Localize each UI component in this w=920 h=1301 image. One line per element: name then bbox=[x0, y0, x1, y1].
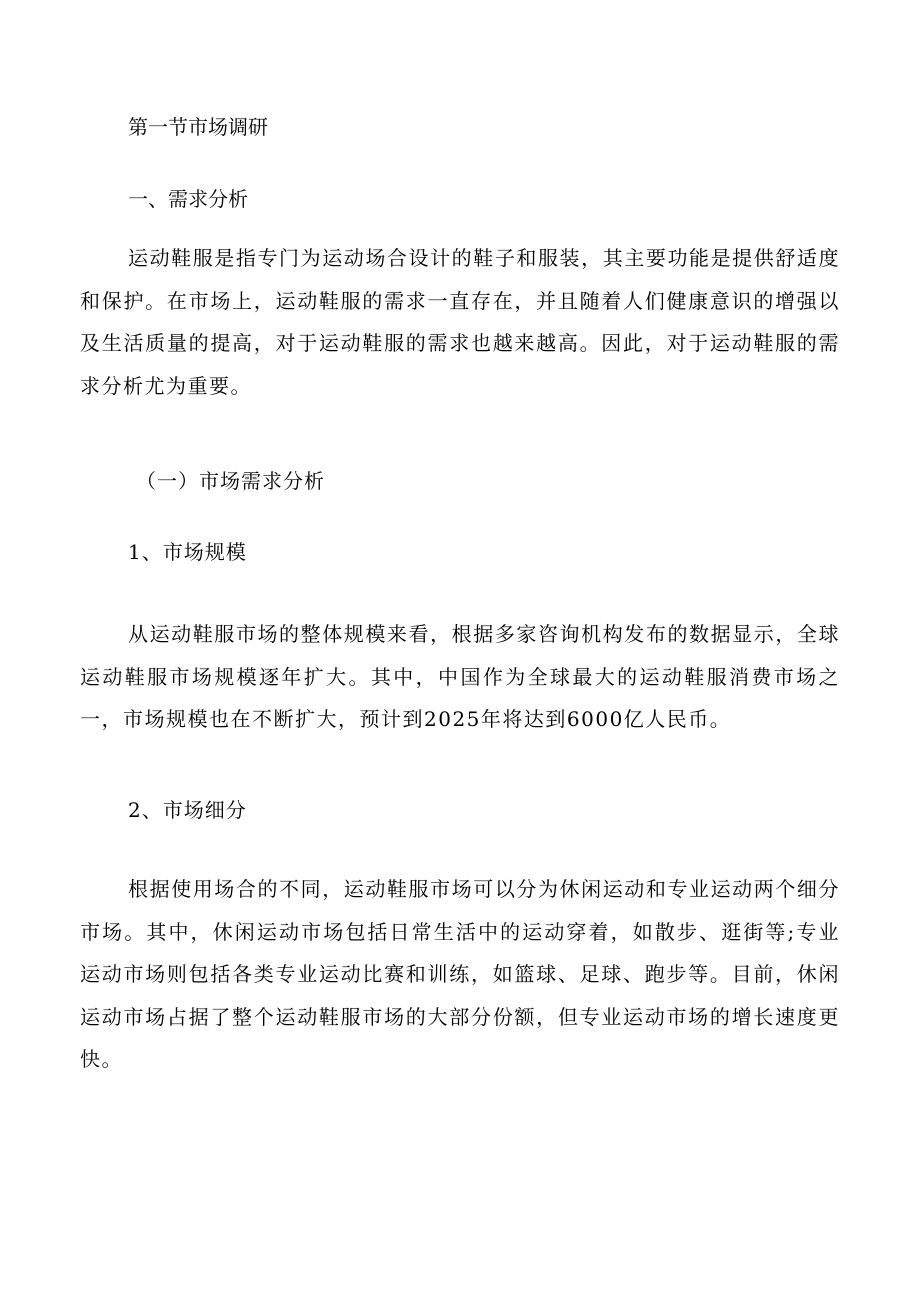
part-title: 一、需求分析 bbox=[128, 187, 248, 211]
item-2-title: 2、市场细分 bbox=[128, 798, 247, 822]
subsection-title: （一）市场需求分析 bbox=[136, 469, 325, 493]
item-1-title: 1、市场规模 bbox=[128, 540, 247, 564]
section-title: 第一节市场调研 bbox=[128, 115, 268, 139]
item-2-paragraph: 根据使用场合的不同，运动鞋服市场可以分为休闲运动和专业运动两个细分市场。其中，休闲运动市场包括日常生活中的运动穿着，如散步、逛街等;专业运动市场则包括各类专业运动比赛和训练，如篮球、足球、跑步等。目前，休闲运动市场占据了整个运动鞋服市场的大部分份额，但专业运动市场的增长速度更快。 bbox=[80, 877, 840, 1071]
intro-paragraph: 运动鞋服是指专门为运动场合设计的鞋子和服装，其主要功能是提供舒适度和保护。在市场上，运动鞋服的需求一直存在，并且随着人们健康意识的增强以及生活质量的提高，对于运动鞋服的需求也越来越高。因此，对于运动鞋服的需求分析尤为重要。 bbox=[80, 246, 840, 398]
item-1-paragraph: 从运动鞋服市场的整体规模来看，根据多家咨询机构发布的数据显示，全球运动鞋服市场规模逐年扩大。其中，中国作为全球最大的运动鞋服消费市场之一，市场规模也在不断扩大，预计到2025年将达到6000亿人民币。 bbox=[80, 622, 840, 731]
